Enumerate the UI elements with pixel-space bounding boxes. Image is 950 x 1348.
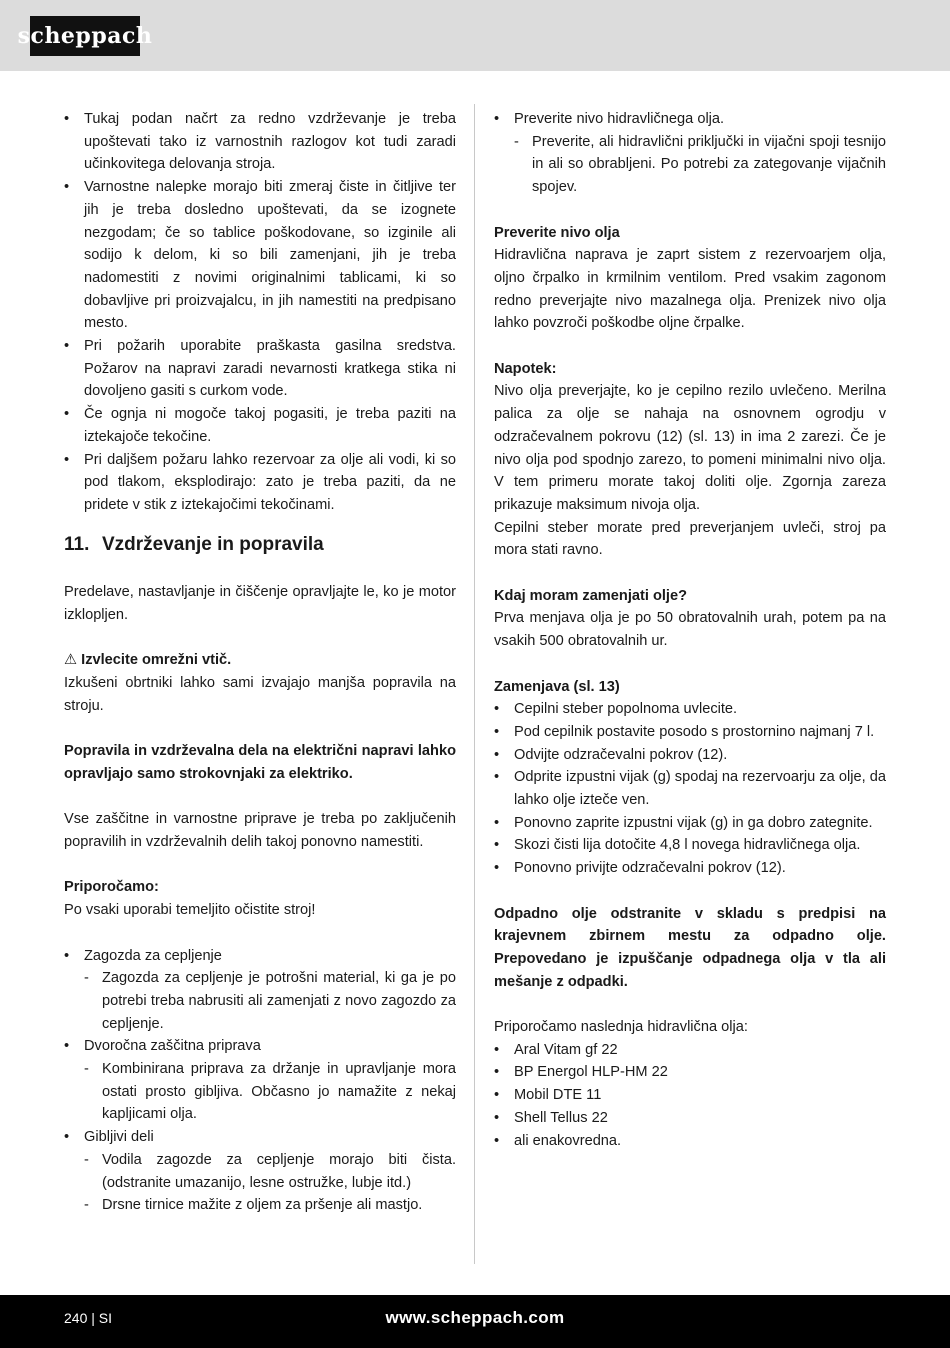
warning-title: Izvlecite omrežni vtič. [81,652,232,669]
replacement-step: • Ponovno zaprite izpustni vijak (g) in ga dobro zategnite. [494,812,886,835]
change-when-title: Kdaj moram zamenjati olje? [494,587,688,604]
oil-item: • Aral Vitam gf 22 [494,1039,886,1062]
section-number: 11. [64,533,90,555]
oil-level-text: Hidravlična naprava je zaprt sistem z rezervoarjem olja, oljno črpalko in krmilnim ventilom. Pred vsakim zagonom redno preverjajte nivo mazalnega olja. Prenizek nivo olja lahko povzroči poškodbe oljne črpalke. [494,247,886,332]
oil-item: • BP Energol HLP-HM 22 [494,1061,886,1084]
footer-band [0,1295,950,1348]
bullet-item: • Tukaj podan načrt za redno vzdrževanje je treba upoštevati tako iz varnostnih razlogov kot tudi zaradi učinkovitega delovanja stroja. [64,108,456,176]
bullet-item: • Pri požarih uporabite praškasta gasilna sredstva. Požarov na napravi zaradi nevarnosti kratkega stika ni dovoljeno gasiti s curkom vode. [64,335,456,403]
page-number-value: 240 [64,1310,88,1326]
warning-text: Izkušeni obrtniki lahko sami izvajajo manjša popravila na stroju. [64,675,456,714]
subitem: - Preverite, ali hidravlični priključki in vijačni spoji tesnijo in ali so obrabljeni. Po potrebi za zategovanje vijačnih spojev. [494,131,886,199]
change-when-text: Prva menjava olja je po 50 obratovalnih urah, potem pa na vsakih 500 obratovalnih ur. [494,610,886,650]
recommended-oils-intro: Priporočamo naslednja hidravlična olja: [494,1019,748,1036]
maintenance-subitem: - Drsne tirnice mažite z oljem za pršenje ali mastjo. [64,1194,456,1217]
oil-item: • Shell Tellus 22 [494,1107,886,1130]
oil-item: • Mobil DTE 11 [494,1084,886,1107]
bullet-item: • Če ognja ni mogoče takoj pogasiti, je treba paziti na iztekajoče tekočine. [64,403,456,448]
language-code: SI [98,1310,113,1326]
right-column [494,108,886,1152]
section-title: Vzdrževanje in popravila [102,533,324,555]
replacement-step: • Odvijte odzračevalni pokrov (12). [494,744,886,767]
warning-heading [64,649,456,672]
replacement-step: • Cepilni steber popolnoma uvlecite. [494,698,886,721]
bullet-item: • Pri daljšem požaru lahko rezervoar za olje ali vodi, ki so pod tlakom, eksplodirajo: zato je treba paziti, da ne pridete v stik z iztekajočimi tekočinami. [64,449,456,517]
note-text: Nivo olja preverjajte, ko je cepilno rezilo uvlečeno. Merilna palica za olje se nahaja na osnovnem ogrodju v odzračevalnem pokrovu (12) (sl. 13) in ima 2 zarezi. Če je nivo olja pod spodnjo zarezo, to pomeni minimalni nivo olja. V tem primeru morate takoj doliti olje. Zgornja zareza prikazuje maksimum nivoja olja. [494,383,886,513]
maintenance-subitem: - Kombinirana priprava za držanje in upravljanje mora ostati prosto gibljiva. Občasno jo namažite z nekaj kapljicami olja. [64,1058,456,1126]
disposal-note: Odpadno olje odstranite v skladu s predpisi na krajevnem zbirnem mestu za odpadno olje. Prepovedano je izpuščanje odpadnega olja v tla ali mešanje z odpadki. [494,905,886,990]
maintenance-subitem: - Zagozda za cepljenje je potrošni material, ki ga je po potrebi treba nabrusiti ali zamenjati z novo zagozdo za cepljenje. [64,967,456,1035]
replacement-step: • Pod cepilnik postavite posodo s prostornino najmanj 7 l. [494,721,886,744]
replacement-title: Zamenjava (sl. 13) [494,678,620,695]
replacement-step: • Skozi čisti lija dotočite 4,8 l novega hidravličnega olja. [494,834,886,857]
bullet-item: • Varnostne nalepke morajo biti zmeraj čiste in čitljive ter jih je treba dosledno upoštevati, da se izognete nezgodam; če so tablice poškodovane, so izginile ali sodijo k delom, ki so bili zamenjani, jih je treba nadomestiti z novimi originalnimi tablicami, ki so dobavljive pri proizvajalcu, in jih namestiti na predpisano mesto. [64,176,456,335]
footer-url[interactable]: www.scheppach.com [385,1308,565,1327]
oil-level-title: Preverite nivo olja [494,224,620,241]
section-heading [64,531,456,559]
header-band [0,0,950,71]
scheppach-logo [17,16,153,56]
column-divider [474,104,475,1264]
bullet-item: • Preverite nivo hidravličnega olja. [494,108,886,131]
motor-paragraph: Predelave, nastavljanje in čiščenje opravljajte le, ko je motor izklopljen. [64,584,456,624]
recommend-text: Po vsaki uporabi temeljito očistite stroj! [64,902,316,919]
left-column [64,108,456,1217]
maintenance-subitem: - Vodila zagozde za cepljenje morajo biti čista. (odstranite umazanijo, lesne ostružke, lubje itd.) [64,1149,456,1194]
warning-triangle-icon: ⚠ [64,652,78,669]
protective-devices-paragraph: Vse zaščitne in varnostne priprave je treba po zaključenih popravilih in vzdrževalnih delih takoj ponovno namestiti. [64,811,456,851]
recommend-title: Priporočamo: [64,879,159,896]
maintenance-item: • Gibljivi deli [64,1126,456,1149]
note-title: Napotek: [494,360,557,377]
page-separator: | [91,1310,95,1326]
logo-text: scheppach [17,23,153,49]
replacement-step: • Ponovno privijte odzračevalni pokrov (12). [494,857,886,880]
electrical-repair-note: Popravila in vzdrževalna dela na električni napravi lahko opravljajo samo strokovnjaki za elektriko. [64,743,456,782]
oil-item: • ali enakovredna. [494,1130,886,1153]
maintenance-item: • Dvoročna zaščitna priprava [64,1035,456,1058]
replacement-step: • Odprite izpustni vijak (g) spodaj na rezervoarju za olje, da lahko olje izteče ven. [494,766,886,811]
note-text-2: Cepilni steber morate pred preverjanjem uvleči, stroj pa mora stati ravno. [494,519,886,559]
maintenance-item: • Zagozda za cepljenje [64,945,456,968]
